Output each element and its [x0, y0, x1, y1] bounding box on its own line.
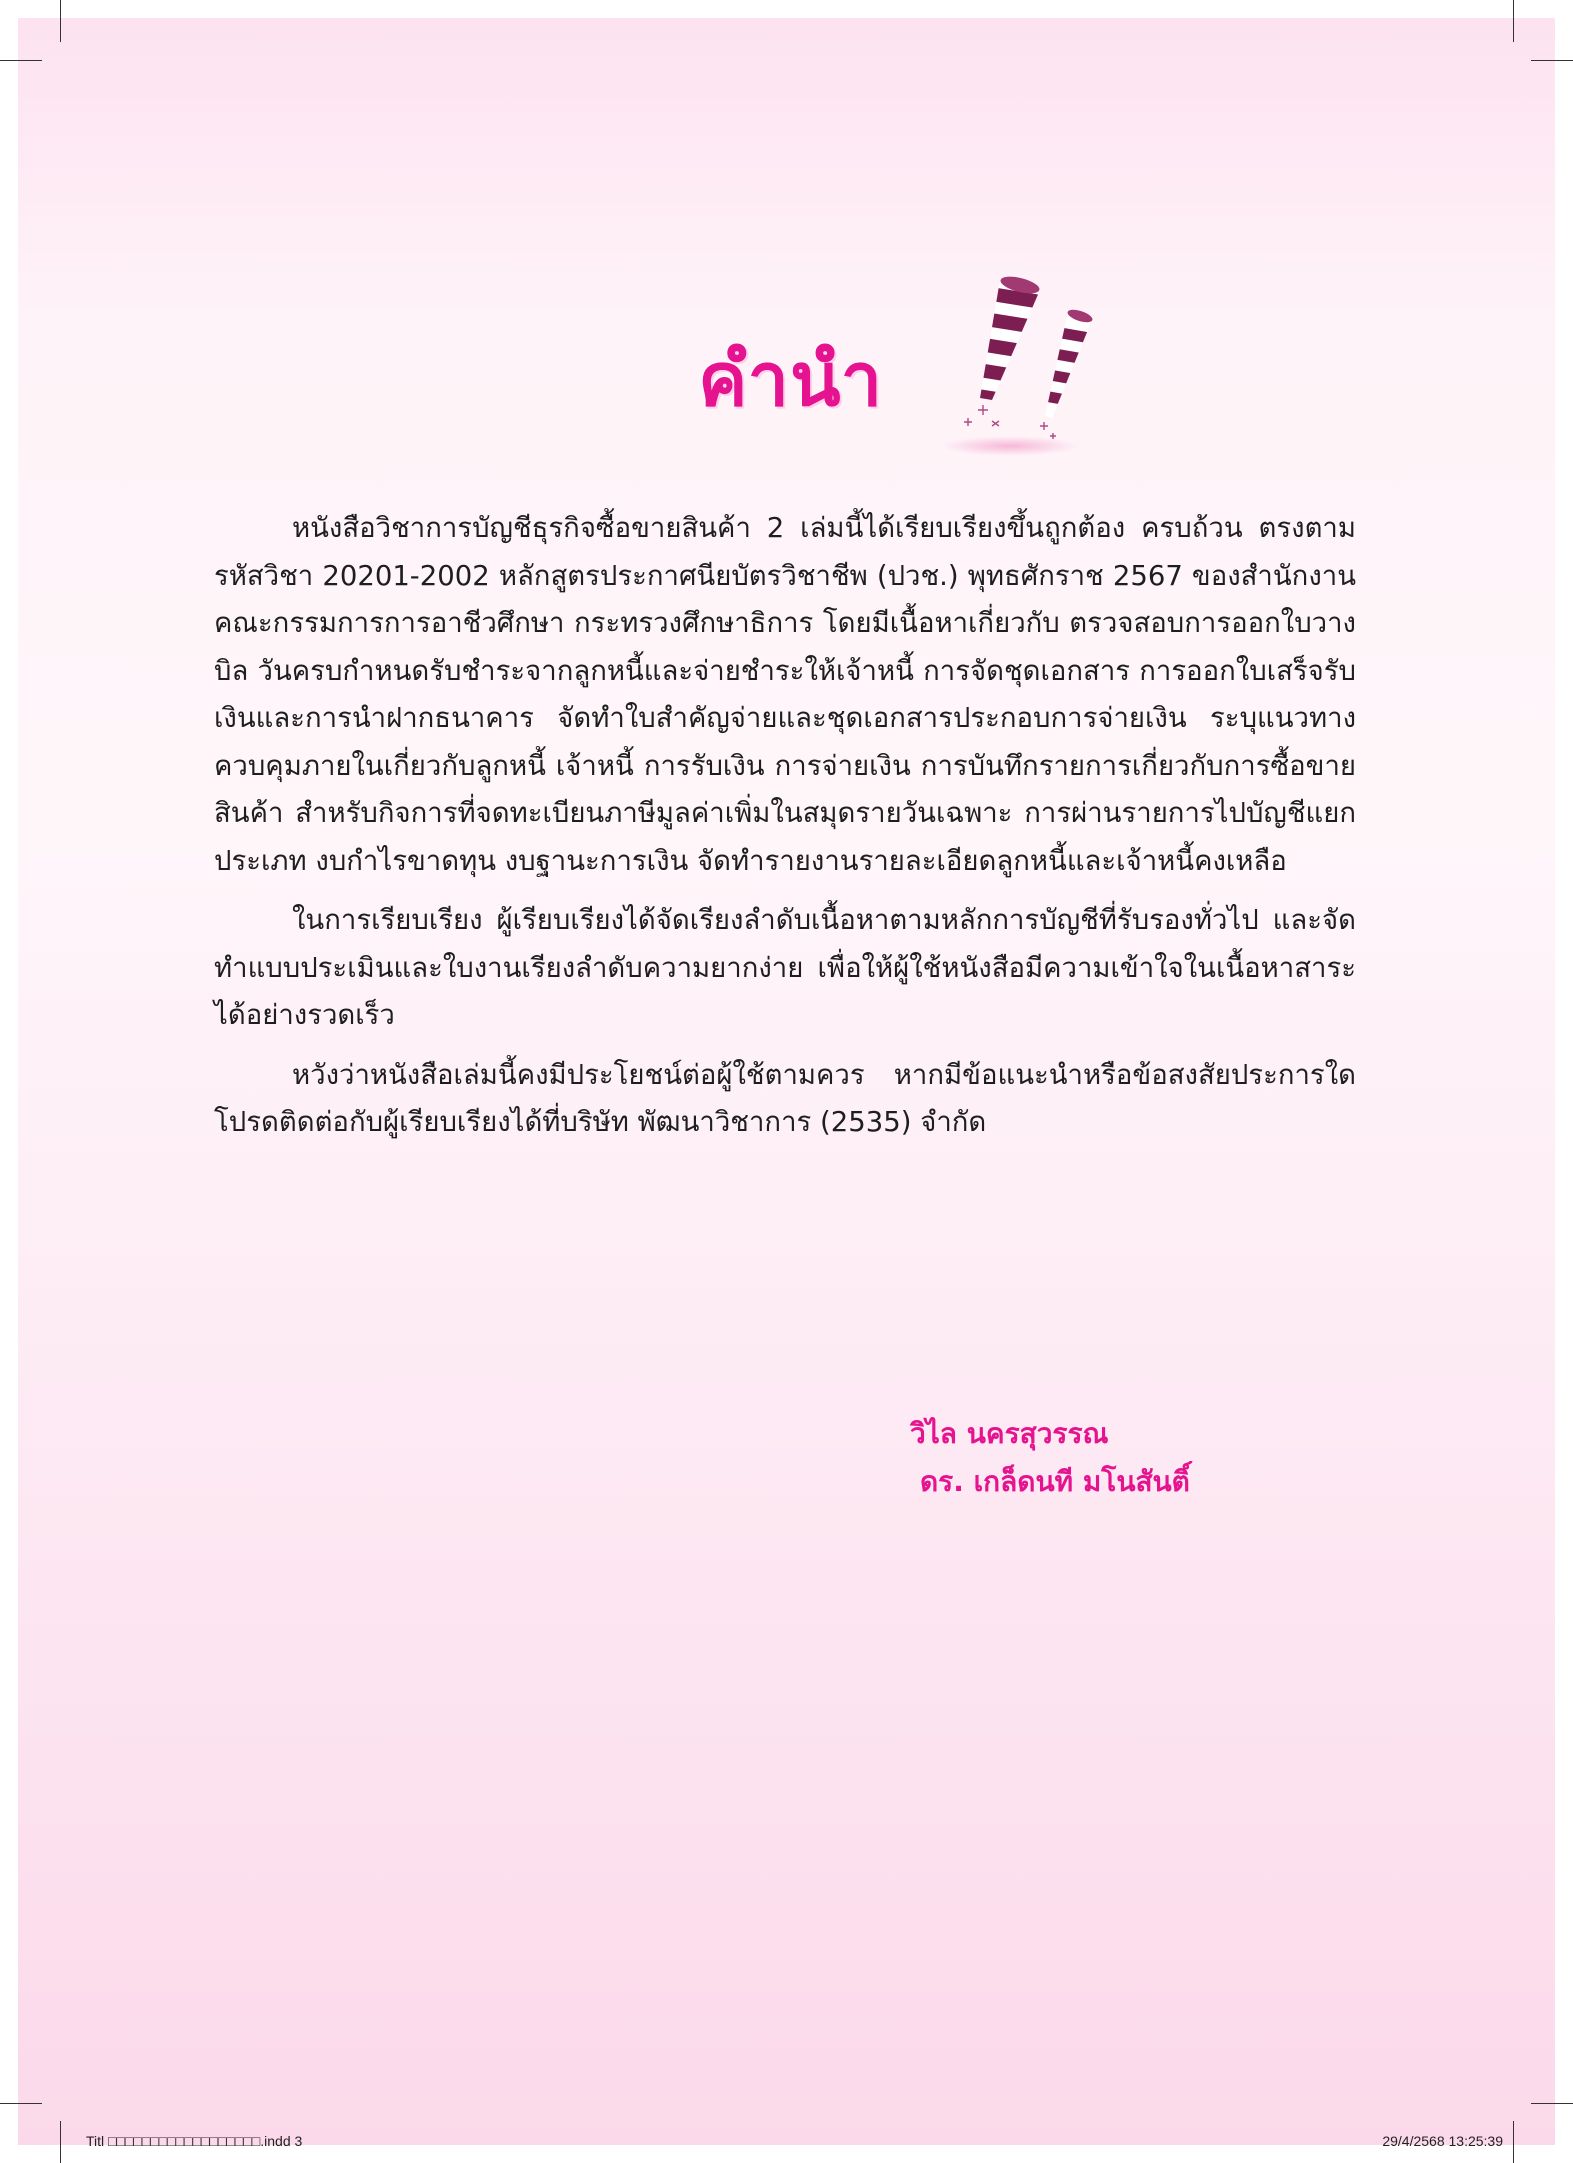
crop-mark [0, 60, 42, 61]
heading [690, 320, 1110, 440]
page-title: คำนำ [698, 337, 884, 423]
authors-block [910, 1410, 1190, 1506]
party-horn-icon [900, 250, 1120, 470]
paragraph: หนังสือวิชาการบัญชีธุรกิจซื้อขายสินค้า 2 เล่มนี้ได้เรียบเรียงขึ้นถูกต้อง ครบถ้วน ตรงตามรหัสวิชา 20201-2002 หลักสูตรประกาศนียบัตรวิชาชีพ (ปวช.) พุทธศักราช 2567 ของสำนักงานคณะกรรมการการอาชีวศึกษา กระทรวงศึกษาธิการ โดยมีเนื้อหาเกี่ยวกับ ตรวจสอบการออกใบวางบิล วันครบกำหนดรับชำระจากลูกหนี้และจ่ายชำระให้เจ้าหนี้ การจัดชุดเอกสาร การออกใบเสร็จรับเงินและการนำฝากธนาคาร จัดทำใบสำคัญจ่ายและชุดเอกสารประกอบการจ่ายเงิน ระบุแนวทางควบคุมภายในเกี่ยวกับลูกหนี้ เจ้าหนี้ การรับเงิน การจ่ายเงิน การบันทึกรายการเกี่ยวกับการซื้อขายสินค้า สำหรับกิจการที่จดทะเบียนภาษีมูลค่าเพิ่มในสมุดรายวันเฉพาะ การผ่านรายการไปบัญชีแยกประเภท งบกำไรขาดทุน งบฐานะการเงิน จัดทำรายงานรายละเอียดลูกหนี้และเจ้าหนี้คงเหลือ [214, 512, 1356, 877]
crop-mark [1531, 60, 1573, 61]
author-name: วิไล นครสุวรรณ [910, 1417, 1109, 1450]
preface-body [214, 505, 1356, 1159]
crop-mark [1513, 0, 1514, 42]
crop-mark [1531, 2103, 1573, 2104]
crop-mark [0, 2103, 42, 2104]
crop-mark [1513, 2121, 1514, 2163]
crop-mark [60, 0, 61, 42]
crop-mark [60, 2121, 61, 2163]
print-file-label: Titl □□□□□□□□□□□□□□□□□□.indd 3 [86, 2133, 303, 2149]
paragraph: ในการเรียบเรียง ผู้เรียบเรียงได้จัดเรียงลำดับเนื้อหาตามหลักการบัญชีที่รับรองทั่วไป และจัดทำแบบประเมินและใบงานเรียงลำดับความยากง่าย เพื่อให้ผู้ใช้หนังสือมีความเข้าใจในเนื้อหาสาระได้อย่างรวดเร็ว [214, 904, 1356, 1031]
print-timestamp: 29/4/2568 13:25:39 [1382, 2133, 1503, 2149]
paragraph: หวังว่าหนังสือเล่มนี้คงมีประโยชน์ต่อผู้ใช้ตามควร หากมีข้อแนะนำหรือข้อสงสัยประการใด โปรดติดต่อกับผู้เรียบเรียงได้ที่บริษัท พัฒนาวิชาการ (2535) จำกัด [214, 1058, 1356, 1138]
author-name: ดร. เกล็ดนที มโนสันติ์ [920, 1465, 1190, 1498]
